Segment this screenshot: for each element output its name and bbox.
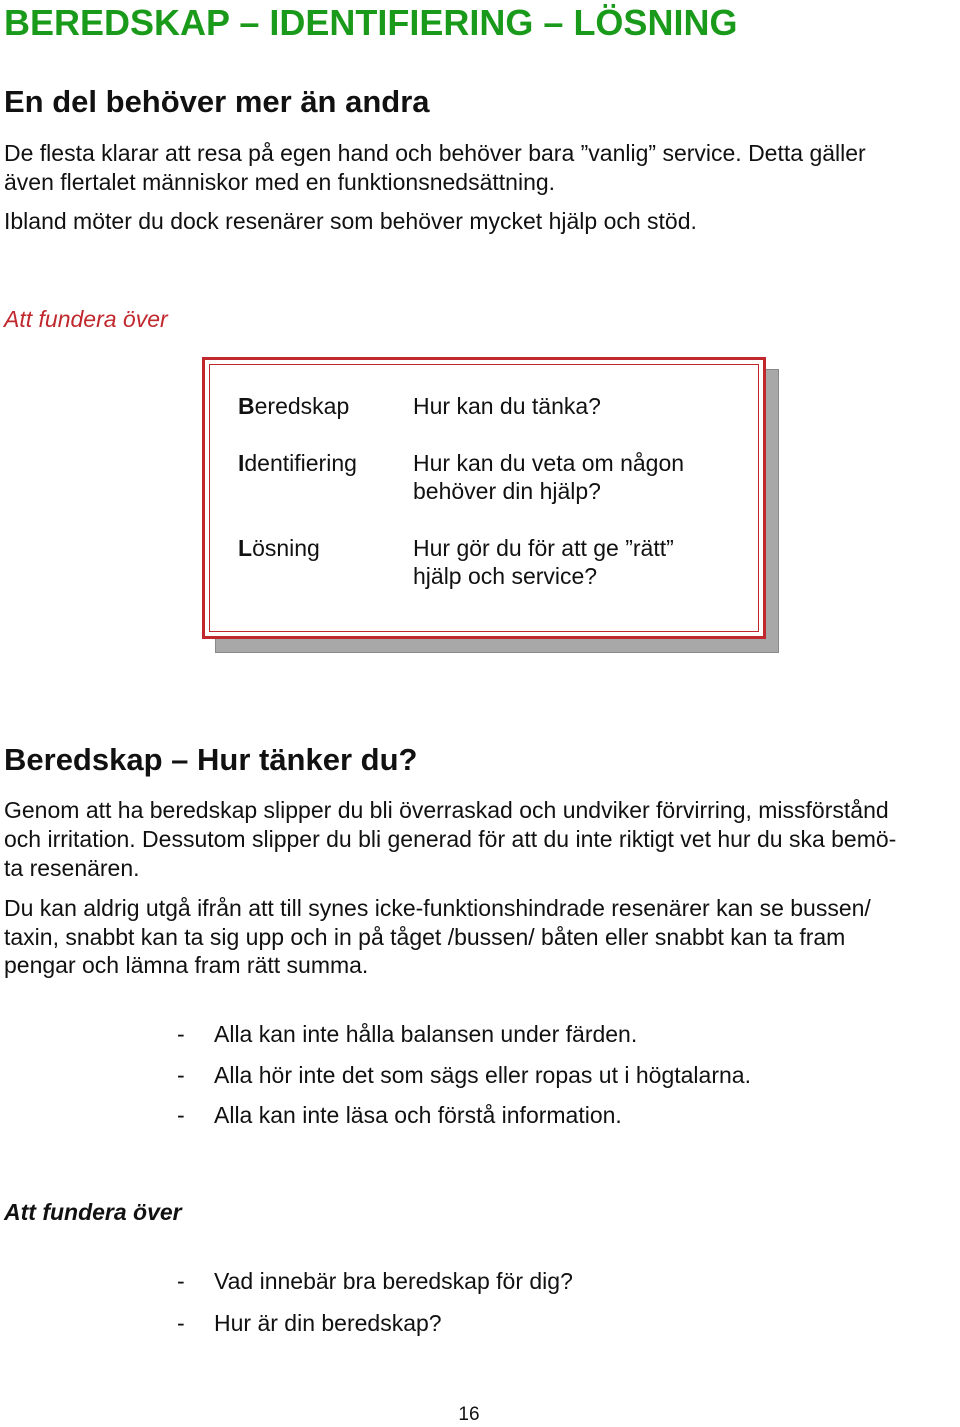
list-dash: - (177, 1021, 185, 1047)
list-item-text: Vad innebär bra beredskap för dig? (214, 1268, 573, 1294)
list-item (0, 1309, 960, 1337)
list-item (0, 1020, 960, 1048)
section-heading-beredskap: Beredskap – Hur tänker du? (4, 742, 418, 777)
list-item (0, 1061, 960, 1089)
list-dash: - (177, 1310, 185, 1336)
box-term-identifiering: Identifiering (238, 450, 357, 476)
list-item (0, 1101, 960, 1129)
box-question: Hur gör du för att ge ”rätt” hjälp och service? (413, 535, 674, 589)
page-title: BEREDSKAP – IDENTIFIERING – LÖSNING (4, 2, 738, 43)
list-dash: - (177, 1268, 185, 1294)
callout-att-fundera: Att fundera över (4, 306, 168, 332)
box-question: Hur kan du veta om någon behöver din hjälp? (413, 450, 685, 504)
list-item-text: Hur är din beredskap? (214, 1310, 442, 1336)
list-item-text: Alla kan inte hålla balansen under färden. (214, 1021, 638, 1047)
list-dash: - (177, 1062, 185, 1088)
page-number: 16 (458, 1404, 480, 1425)
box-term-beredskap: Beredskap (238, 393, 350, 419)
paragraph-line: ta resenären. (4, 855, 140, 881)
paragraph-line: och irritation. Dessutom slipper du bli generad för att du inte riktigt vet hur du ska bemö- (4, 826, 897, 852)
list-item-text: Alla kan inte läsa och förstå information. (214, 1102, 622, 1128)
list-dash: - (177, 1102, 185, 1128)
paragraph-line: taxin, snabbt kan ta sig upp och in på tåget /bussen/ båten eller snabbt kan ta fram (4, 924, 846, 950)
list-item-text: Alla hör inte det som sägs eller ropas ut i högtalarna. (214, 1062, 751, 1088)
paragraph-line: pengar och lämna fram rätt summa. (4, 952, 369, 978)
section-heading-en-del: En del behöver mer än andra (4, 84, 430, 119)
box-term-losning: Lösning (238, 535, 320, 561)
paragraph-line: även flertalet människor med en funktionsnedsättning. (4, 169, 556, 195)
paragraph-line: Genom att ha beredskap slipper du bli överraskad och undviker förvirring, missförstånd (4, 797, 889, 823)
paragraph-line: Ibland möter du dock resenärer som behöver mycket hjälp och stöd. (4, 208, 697, 234)
list-item (0, 1267, 960, 1295)
paragraph-line: Du kan aldrig utgå ifrån att till synes icke-funktionshindrade resenärer kan se bussen/ (4, 895, 871, 921)
box-question: Hur kan du tänka? (413, 393, 601, 419)
callout-att-fundera-2: Att fundera över (4, 1199, 182, 1225)
paragraph-line: De flesta klarar att resa på egen hand och behöver bara ”vanlig” service. Detta gäller (4, 140, 866, 166)
